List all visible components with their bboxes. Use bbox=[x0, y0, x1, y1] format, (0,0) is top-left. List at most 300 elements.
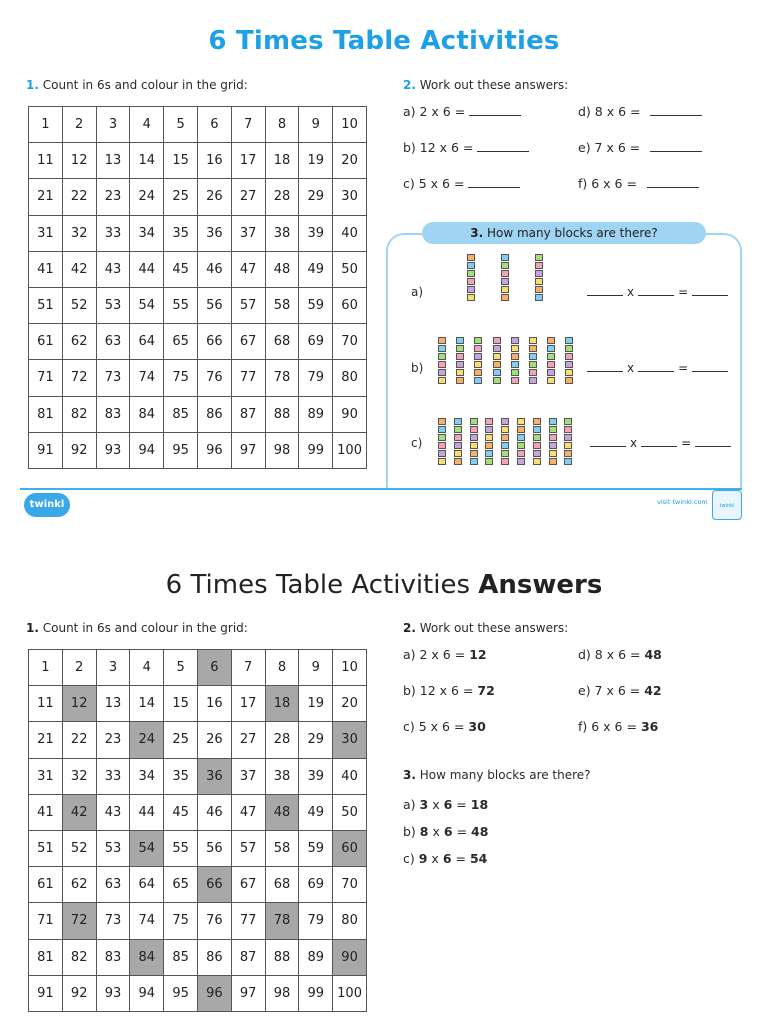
grid-cell[interactable]: 70 bbox=[333, 324, 367, 360]
block-stack bbox=[467, 254, 475, 302]
answer-blank[interactable] bbox=[692, 362, 728, 372]
grid-cell[interactable]: 22 bbox=[62, 179, 96, 215]
grid-cell[interactable]: 87 bbox=[231, 396, 265, 432]
grid-cell[interactable]: 13 bbox=[96, 143, 130, 179]
grid-cell[interactable]: 27 bbox=[231, 179, 265, 215]
block bbox=[454, 458, 462, 465]
grid-row bbox=[29, 107, 367, 143]
grid-cell: 99 bbox=[299, 975, 333, 1011]
grid-cell[interactable]: 54 bbox=[130, 287, 164, 323]
answer-value: 8 bbox=[419, 824, 429, 839]
footer-divider bbox=[20, 488, 742, 490]
block bbox=[549, 418, 557, 425]
q2-item-label: b) 12 x 6 = bbox=[403, 140, 474, 155]
grid-row bbox=[29, 867, 367, 903]
answer-label: e) 7 x 6 = bbox=[578, 683, 641, 698]
grid-cell[interactable]: 48 bbox=[265, 251, 299, 287]
grid-cell[interactable]: 88 bbox=[265, 396, 299, 432]
answer-value: 48 bbox=[471, 824, 489, 839]
grid-cell: 46 bbox=[197, 794, 231, 830]
grid-cell[interactable]: 93 bbox=[96, 432, 130, 468]
block-stack bbox=[501, 418, 509, 466]
grid-cell: 85 bbox=[164, 939, 198, 975]
answer-blank[interactable] bbox=[638, 286, 674, 296]
visit-link[interactable]: visit twinkl.com bbox=[657, 498, 708, 506]
grid-cell: 38 bbox=[265, 758, 299, 794]
block bbox=[565, 377, 573, 384]
grid-cell[interactable]: 25 bbox=[164, 179, 198, 215]
block-stack bbox=[565, 337, 573, 385]
grid-cell: 53 bbox=[96, 830, 130, 866]
grid-cell[interactable]: 47 bbox=[231, 251, 265, 287]
grid-cell[interactable]: 75 bbox=[164, 360, 198, 396]
grid-row bbox=[29, 432, 367, 468]
grid-cell: 39 bbox=[299, 758, 333, 794]
answers-q3-heading bbox=[403, 768, 591, 782]
grid-cell[interactable]: 35 bbox=[164, 215, 198, 251]
answer-blank[interactable] bbox=[647, 178, 699, 188]
block-stack bbox=[549, 418, 557, 466]
q3-row-b-label: b) bbox=[411, 361, 424, 375]
grid-cell[interactable]: 95 bbox=[164, 432, 198, 468]
block bbox=[438, 353, 446, 360]
grid-cell: 37 bbox=[231, 758, 265, 794]
hundred-grid-answers bbox=[28, 649, 367, 1012]
block-stack bbox=[438, 337, 446, 385]
grid-row bbox=[29, 830, 367, 866]
block bbox=[564, 442, 572, 449]
block bbox=[511, 361, 519, 368]
grid-cell: 17 bbox=[231, 686, 265, 722]
grid-cell[interactable]: 29 bbox=[299, 179, 333, 215]
grid-cell: 8 bbox=[265, 650, 299, 686]
grid-cell[interactable]: 17 bbox=[231, 143, 265, 179]
q1-text: Count in 6s and colour in the grid: bbox=[42, 621, 248, 635]
grid-cell: 55 bbox=[164, 830, 198, 866]
grid-cell: 69 bbox=[299, 867, 333, 903]
grid-cell[interactable]: 82 bbox=[62, 396, 96, 432]
grid-cell: 2 bbox=[62, 650, 96, 686]
block bbox=[549, 434, 557, 441]
grid-cell[interactable]: 53 bbox=[96, 287, 130, 323]
grid-cell[interactable]: 36 bbox=[197, 215, 231, 251]
grid-cell[interactable]: 45 bbox=[164, 251, 198, 287]
block bbox=[438, 458, 446, 465]
block bbox=[493, 337, 501, 344]
block bbox=[533, 450, 541, 457]
answer-blank[interactable] bbox=[695, 437, 731, 447]
block bbox=[438, 377, 446, 384]
grid-cell[interactable]: 8 bbox=[265, 107, 299, 143]
grid-cell[interactable]: 4 bbox=[130, 107, 164, 143]
grid-cell[interactable]: 63 bbox=[96, 324, 130, 360]
quality-badge-icon: twinkl bbox=[712, 490, 742, 520]
grid-cell[interactable]: 85 bbox=[164, 396, 198, 432]
grid-cell[interactable]: 37 bbox=[231, 215, 265, 251]
grid-cell[interactable]: 58 bbox=[265, 287, 299, 323]
answer-label: a) 2 x 6 = bbox=[403, 647, 466, 662]
answer-blank[interactable] bbox=[650, 142, 702, 152]
grid-cell[interactable]: 18 bbox=[265, 143, 299, 179]
answers-q1-heading bbox=[26, 621, 248, 635]
block-stack bbox=[454, 418, 462, 466]
grid-cell[interactable]: 68 bbox=[265, 324, 299, 360]
block bbox=[564, 426, 572, 433]
block bbox=[438, 442, 446, 449]
grid-cell[interactable]: 98 bbox=[265, 432, 299, 468]
grid-cell[interactable]: 42 bbox=[62, 251, 96, 287]
block bbox=[467, 270, 475, 277]
grid-cell[interactable]: 19 bbox=[299, 143, 333, 179]
block bbox=[438, 369, 446, 376]
grid-cell: 79 bbox=[299, 903, 333, 939]
grid-cell: 59 bbox=[299, 830, 333, 866]
grid-cell: 94 bbox=[130, 975, 164, 1011]
grid-cell[interactable]: 99 bbox=[299, 432, 333, 468]
grid-cell[interactable]: 30 bbox=[333, 179, 367, 215]
grid-cell: 74 bbox=[130, 903, 164, 939]
block bbox=[564, 450, 572, 457]
grid-cell: 96 bbox=[197, 975, 231, 1011]
block bbox=[547, 345, 555, 352]
block bbox=[485, 434, 493, 441]
answer-c bbox=[403, 719, 486, 734]
block bbox=[470, 434, 478, 441]
grid-cell[interactable]: 39 bbox=[299, 215, 333, 251]
answer-label: d) 8 x 6 = bbox=[578, 647, 641, 662]
grid-cell: 31 bbox=[29, 758, 63, 794]
answer-blank[interactable] bbox=[468, 178, 520, 188]
answer-label: c) 5 x 6 = bbox=[403, 719, 465, 734]
grid-cell[interactable]: 24 bbox=[130, 179, 164, 215]
block-stack bbox=[547, 337, 555, 385]
grid-cell[interactable]: 57 bbox=[231, 287, 265, 323]
grid-cell: 10 bbox=[333, 650, 367, 686]
times-sign: x bbox=[627, 361, 635, 375]
grid-cell[interactable]: 94 bbox=[130, 432, 164, 468]
grid-cell: 27 bbox=[231, 722, 265, 758]
grid-cell: 81 bbox=[29, 939, 63, 975]
grid-cell[interactable]: 62 bbox=[62, 324, 96, 360]
q2-item-b bbox=[403, 140, 529, 155]
grid-cell: 52 bbox=[62, 830, 96, 866]
grid-cell: 83 bbox=[96, 939, 130, 975]
block bbox=[535, 262, 543, 269]
grid-cell[interactable]: 71 bbox=[29, 360, 63, 396]
block bbox=[467, 294, 475, 301]
grid-cell: 58 bbox=[265, 830, 299, 866]
grid-cell: 42 bbox=[62, 794, 96, 830]
grid-cell[interactable]: 33 bbox=[96, 215, 130, 251]
answer-value: 54 bbox=[469, 851, 488, 866]
grid-cell[interactable]: 11 bbox=[29, 143, 63, 179]
grid-cell[interactable]: 84 bbox=[130, 396, 164, 432]
equals-sign: = bbox=[455, 851, 466, 866]
answer-value: 12 bbox=[469, 647, 487, 662]
answer-value: 42 bbox=[644, 683, 662, 698]
grid-cell[interactable]: 10 bbox=[333, 107, 367, 143]
twinkl-logo: twinkl bbox=[24, 493, 70, 517]
grid-cell[interactable]: 72 bbox=[62, 360, 96, 396]
grid-cell[interactable]: 65 bbox=[164, 324, 198, 360]
grid-cell[interactable]: 69 bbox=[299, 324, 333, 360]
grid-cell[interactable]: 20 bbox=[333, 143, 367, 179]
grid-cell[interactable]: 83 bbox=[96, 396, 130, 432]
grid-cell[interactable]: 26 bbox=[197, 179, 231, 215]
grid-cell[interactable]: 49 bbox=[299, 251, 333, 287]
grid-cell[interactable]: 38 bbox=[265, 215, 299, 251]
block bbox=[456, 377, 464, 384]
grid-cell: 76 bbox=[197, 903, 231, 939]
block bbox=[474, 345, 482, 352]
block-stack bbox=[535, 254, 543, 302]
grid-cell[interactable]: 66 bbox=[197, 324, 231, 360]
grid-row bbox=[29, 360, 367, 396]
grid-cell: 20 bbox=[333, 686, 367, 722]
block bbox=[454, 426, 462, 433]
grid-cell[interactable]: 41 bbox=[29, 251, 63, 287]
block bbox=[547, 361, 555, 368]
grid-cell[interactable]: 80 bbox=[333, 360, 367, 396]
block bbox=[529, 377, 537, 384]
block bbox=[533, 426, 541, 433]
grid-cell[interactable]: 60 bbox=[333, 287, 367, 323]
grid-row bbox=[29, 939, 367, 975]
grid-cell[interactable]: 3 bbox=[96, 107, 130, 143]
grid-cell[interactable]: 40 bbox=[333, 215, 367, 251]
grid-cell[interactable]: 59 bbox=[299, 287, 333, 323]
grid-cell: 100 bbox=[333, 975, 367, 1011]
block bbox=[454, 434, 462, 441]
grid-cell[interactable]: 97 bbox=[231, 432, 265, 468]
grid-cell[interactable]: 21 bbox=[29, 179, 63, 215]
q1-heading bbox=[26, 78, 248, 92]
answer-f bbox=[578, 719, 658, 734]
block bbox=[470, 450, 478, 457]
block bbox=[529, 353, 537, 360]
answer-blank[interactable] bbox=[477, 142, 529, 152]
grid-row bbox=[29, 794, 367, 830]
answer-blank[interactable] bbox=[587, 286, 623, 296]
block bbox=[485, 458, 493, 465]
grid-cell[interactable]: 5 bbox=[164, 107, 198, 143]
block bbox=[501, 278, 509, 285]
q2-item-f bbox=[578, 176, 699, 191]
equals-sign: = bbox=[678, 285, 689, 299]
q3-row-c-equation bbox=[586, 436, 735, 450]
grid-cell: 7 bbox=[231, 650, 265, 686]
answer-value: 18 bbox=[470, 797, 489, 812]
grid-cell: 95 bbox=[164, 975, 198, 1011]
grid-cell[interactable]: 74 bbox=[130, 360, 164, 396]
grid-cell[interactable]: 91 bbox=[29, 432, 63, 468]
grid-cell[interactable]: 34 bbox=[130, 215, 164, 251]
block bbox=[485, 426, 493, 433]
grid-cell[interactable]: 96 bbox=[197, 432, 231, 468]
grid-row bbox=[29, 722, 367, 758]
grid-cell: 30 bbox=[333, 722, 367, 758]
grid-cell: 43 bbox=[96, 794, 130, 830]
grid-cell[interactable]: 9 bbox=[299, 107, 333, 143]
grid-cell[interactable]: 55 bbox=[164, 287, 198, 323]
grid-cell[interactable]: 12 bbox=[62, 143, 96, 179]
grid-cell[interactable]: 14 bbox=[130, 143, 164, 179]
block bbox=[501, 262, 509, 269]
grid-row bbox=[29, 975, 367, 1011]
block-stack bbox=[474, 337, 482, 385]
grid-cell[interactable]: 77 bbox=[231, 360, 265, 396]
block bbox=[456, 361, 464, 368]
grid-cell[interactable]: 16 bbox=[197, 143, 231, 179]
grid-cell[interactable]: 32 bbox=[62, 215, 96, 251]
grid-cell[interactable]: 2 bbox=[62, 107, 96, 143]
answer-blank[interactable] bbox=[638, 362, 674, 372]
block-stack bbox=[456, 337, 464, 385]
block bbox=[511, 369, 519, 376]
block bbox=[456, 369, 464, 376]
block bbox=[565, 345, 573, 352]
grid-cell[interactable]: 81 bbox=[29, 396, 63, 432]
grid-cell[interactable]: 44 bbox=[130, 251, 164, 287]
block bbox=[470, 426, 478, 433]
grid-cell: 61 bbox=[29, 867, 63, 903]
block bbox=[493, 369, 501, 376]
grid-cell: 14 bbox=[130, 686, 164, 722]
grid-cell[interactable]: 64 bbox=[130, 324, 164, 360]
block bbox=[438, 450, 446, 457]
q2-number: 2. bbox=[403, 621, 416, 635]
grid-cell: 11 bbox=[29, 686, 63, 722]
grid-cell: 5 bbox=[164, 650, 198, 686]
block bbox=[549, 442, 557, 449]
answer-blank[interactable] bbox=[650, 106, 702, 116]
q3-answer-a bbox=[403, 797, 488, 812]
answer-blank[interactable] bbox=[587, 362, 623, 372]
block bbox=[470, 418, 478, 425]
answer-b bbox=[403, 683, 495, 698]
grid-cell: 88 bbox=[265, 939, 299, 975]
grid-cell[interactable]: 28 bbox=[265, 179, 299, 215]
grid-cell[interactable]: 46 bbox=[197, 251, 231, 287]
q3-heading bbox=[422, 222, 706, 244]
block bbox=[493, 377, 501, 384]
block-stack bbox=[493, 337, 501, 385]
block bbox=[501, 442, 509, 449]
answer-value: 6 bbox=[442, 851, 452, 866]
answer-blank[interactable] bbox=[590, 437, 626, 447]
grid-row bbox=[29, 650, 367, 686]
grid-cell: 51 bbox=[29, 830, 63, 866]
answers-title-regular: 6 Times Table Activities bbox=[165, 570, 471, 600]
grid-cell[interactable]: 31 bbox=[29, 215, 63, 251]
block bbox=[529, 361, 537, 368]
grid-cell[interactable]: 100 bbox=[333, 432, 367, 468]
grid-cell[interactable]: 6 bbox=[197, 107, 231, 143]
grid-cell[interactable]: 23 bbox=[96, 179, 130, 215]
times-sign: x bbox=[432, 797, 440, 812]
grid-cell: 73 bbox=[96, 903, 130, 939]
grid-cell[interactable]: 50 bbox=[333, 251, 367, 287]
grid-cell: 12 bbox=[62, 686, 96, 722]
q2-heading bbox=[403, 78, 568, 92]
grid-row bbox=[29, 903, 367, 939]
block bbox=[565, 353, 573, 360]
grid-cell[interactable]: 76 bbox=[197, 360, 231, 396]
grid-cell[interactable]: 78 bbox=[265, 360, 299, 396]
block bbox=[511, 345, 519, 352]
block bbox=[533, 458, 541, 465]
block bbox=[517, 442, 525, 449]
answers-title-bold: Answers bbox=[478, 570, 603, 600]
q2-item-e bbox=[578, 140, 702, 155]
q2-item-d bbox=[578, 104, 702, 119]
answer-e bbox=[578, 683, 662, 698]
answer-label: b) bbox=[403, 824, 416, 839]
block bbox=[493, 353, 501, 360]
answer-blank[interactable] bbox=[641, 437, 677, 447]
grid-cell[interactable]: 61 bbox=[29, 324, 63, 360]
q2-item-c bbox=[403, 176, 520, 191]
grid-cell: 13 bbox=[96, 686, 130, 722]
block bbox=[529, 369, 537, 376]
grid-cell: 21 bbox=[29, 722, 63, 758]
block bbox=[547, 377, 555, 384]
grid-cell: 41 bbox=[29, 794, 63, 830]
answer-blank[interactable] bbox=[469, 106, 521, 116]
grid-cell[interactable]: 52 bbox=[62, 287, 96, 323]
answer-label: a) bbox=[403, 797, 416, 812]
grid-cell[interactable]: 15 bbox=[164, 143, 198, 179]
block bbox=[564, 418, 572, 425]
block bbox=[547, 337, 555, 344]
q3-text: How many blocks are there? bbox=[419, 768, 591, 782]
block-stack bbox=[438, 418, 446, 466]
block bbox=[467, 254, 475, 261]
block bbox=[456, 345, 464, 352]
block bbox=[470, 442, 478, 449]
grid-cell[interactable]: 92 bbox=[62, 432, 96, 468]
block bbox=[467, 262, 475, 269]
equals-sign: = bbox=[681, 436, 692, 450]
grid-cell[interactable]: 90 bbox=[333, 396, 367, 432]
q3-text: How many blocks are there? bbox=[486, 226, 658, 240]
block bbox=[501, 286, 509, 293]
block bbox=[456, 353, 464, 360]
q1-number: 1. bbox=[26, 621, 39, 635]
grid-cell[interactable]: 79 bbox=[299, 360, 333, 396]
grid-cell: 22 bbox=[62, 722, 96, 758]
block bbox=[485, 442, 493, 449]
grid-cell[interactable]: 1 bbox=[29, 107, 63, 143]
grid-cell[interactable]: 67 bbox=[231, 324, 265, 360]
grid-cell[interactable]: 73 bbox=[96, 360, 130, 396]
grid-cell[interactable]: 43 bbox=[96, 251, 130, 287]
grid-cell: 32 bbox=[62, 758, 96, 794]
block bbox=[438, 361, 446, 368]
grid-cell[interactable]: 89 bbox=[299, 396, 333, 432]
grid-cell[interactable]: 56 bbox=[197, 287, 231, 323]
grid-cell[interactable]: 51 bbox=[29, 287, 63, 323]
block bbox=[547, 353, 555, 360]
grid-cell[interactable]: 7 bbox=[231, 107, 265, 143]
grid-cell: 45 bbox=[164, 794, 198, 830]
grid-cell[interactable]: 86 bbox=[197, 396, 231, 432]
q1-text: Count in 6s and colour in the grid: bbox=[42, 78, 248, 92]
block bbox=[517, 426, 525, 433]
block bbox=[517, 458, 525, 465]
block bbox=[493, 345, 501, 352]
answer-blank[interactable] bbox=[692, 286, 728, 296]
